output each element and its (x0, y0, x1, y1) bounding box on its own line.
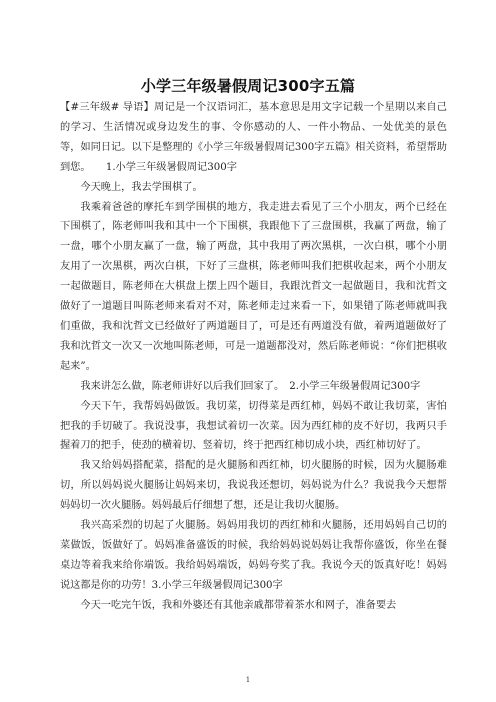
body-paragraph: 今天一吃完午饭，我和外婆还有其他亲戚都带着茶水和网子，准备要去 (80, 599, 397, 611)
document-title: 小学三年级暑假周记300字五篇 (140, 77, 356, 95)
page-number: 1 (245, 676, 251, 684)
body-paragraph: 我乘着爸爸的摩托车到学围棋的地方，我走进去看见了三个小朋友，两个已经在下围棋了，陈老师叫我和其中一个下围棋，我跟他下了三盘围棋，我赢了两盘，输了一盘，哪个小朋友赢了一盘，输了两盘，其中我用了两次黑棋，一次白棋，哪个小朋友用了一次黑棋，两次白棋，下好了三盘棋，陈老师叫我们把棋收起来，两个小朋友一起做题目，陈老师在大棋盘上摆上四个题目，我跟沈哲文一起做题目，我和沈哲文做好了一道题目叫陈老师来看对不对，陈老师走过来看一下，如果错了陈老师就叫我们重做，我和沈哲文已经做好了两道题目了，可是还有两道没有做，着两道题做好了我和沈哲文一次又一次地叫陈老师，可是一道题都没对，然后陈老师说：“你们把棋收起来”。 (60, 201, 447, 372)
body-paragraph: 我来讲怎么做，陈老师讲好以后我们回家了。 2.小学三年级暑假周记300字 (80, 380, 421, 392)
body-paragraph: 今天晚上，我去学围棋了。 (80, 181, 203, 193)
body-paragraph: 今天下午，我帮妈妈做饭。我切菜，切得菜是西红柿，妈妈不敢让我切菜，害怕把我的手切破了。我说没事，我想试着切一次菜。因为西红柿的皮不好切，我两只手握着刀的把手，使劲的横着切、竖着切，终于把西红柿切成小块，西红柿切好了。 (60, 400, 447, 452)
intro-paragraph: 【#三年级# 导语】周记是一个汉语词汇，基本意思是用文字记载一个星期以来自己的学习、生活情况或身边发生的事、令你感动的人、一件小物品、一处优美的景色等，如同日记。以下是整理的《小学三年级暑假周记300字五篇》相关资料，希望帮助到您。 1.小学三年级暑假周记300字 (60, 102, 447, 173)
body-paragraph: 我又给妈妈搭配菜，搭配的是火腿肠和西红柿，切火腿肠的时候，因为火腿肠难切，所以妈妈说火腿肠让妈妈来切，我说我还想切，妈妈说为什么？我说我今天想帮妈妈切一次火腿肠。妈妈最后仔细想了想，还是让我切火腿肠。 (60, 460, 447, 512)
body-paragraph: 我兴高采烈的切起了火腿肠。妈妈用我切的西红柿和火腿肠，还用妈妈自己切的菜做饭，饭做好了。妈妈准备盛饭的时候，我给妈妈说妈妈让我帮你盛饭，你坐在餐桌边等着我来给你端饭。我给妈妈端饭，妈妈夸奖了我。我说今天的饭真好吃！妈妈说这都是你的功劳！3.小学三年级暑假周记300字 (60, 520, 447, 591)
document-body (60, 98, 447, 616)
